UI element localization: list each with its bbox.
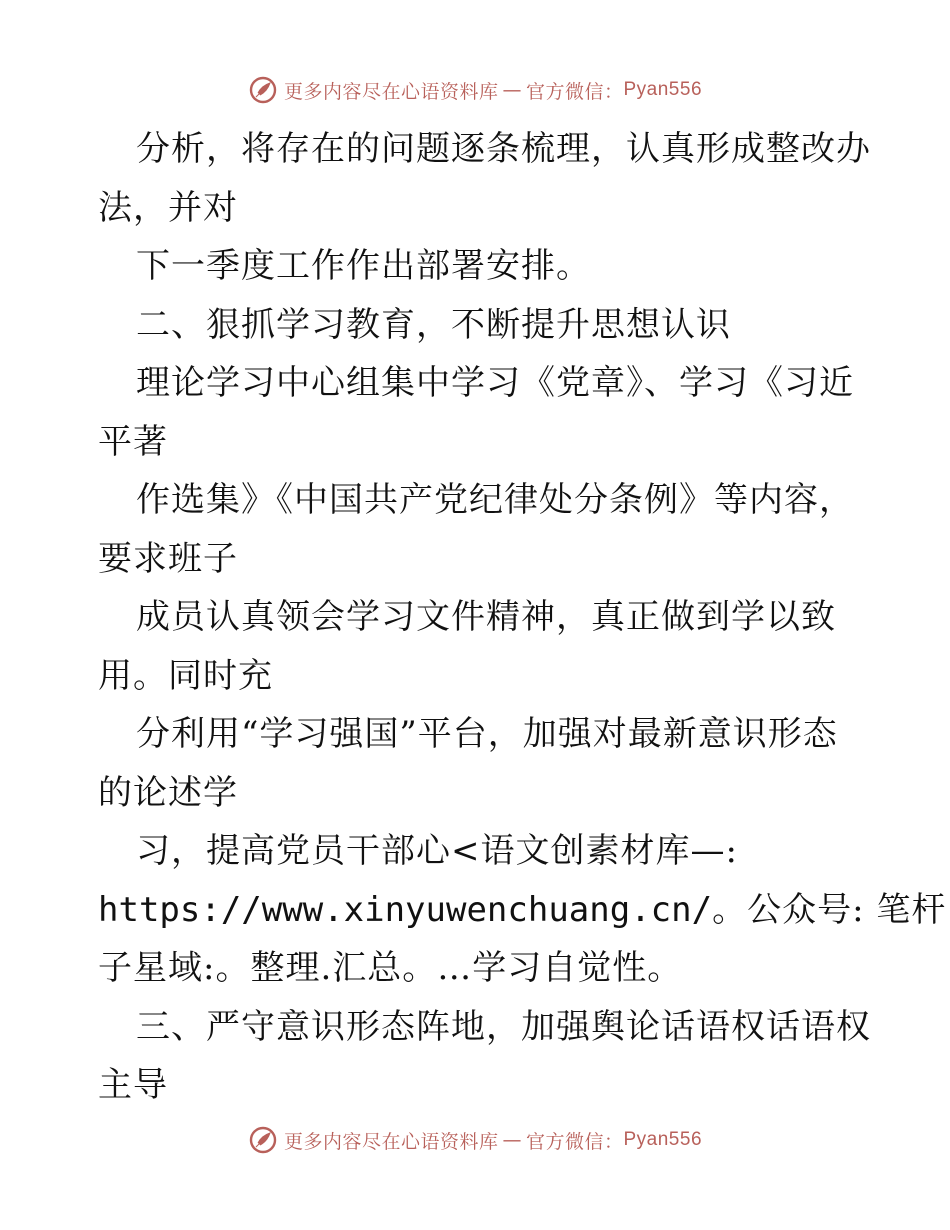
text-line: 成员认真领会学习文件精神，真正做到学以致 [136, 597, 836, 637]
text-fragment: 。公众号: 笔杆 [712, 889, 947, 930]
section-heading: 二、狠抓学习教育，不断提升思想认识 [136, 304, 731, 345]
text-line: 作选集》《中国共产党纪律处分条例》等内容， [136, 480, 854, 520]
section-heading: 三、严守意识形态阵地，加强舆论话语权话语权 [136, 1006, 871, 1047]
text-line: 分析，将存在的问题逐条梳理，认真形成整改办 [136, 129, 871, 169]
text-line: 子星域:。整理.汇总。…学习自觉性。 [98, 948, 683, 988]
watermark-separator: — [502, 1129, 522, 1151]
text-line: 主导 [98, 1065, 168, 1105]
feather-logo-icon [248, 75, 278, 105]
text-line: 理论学习中心组集中学习《党章》、学习《习近 [136, 363, 854, 403]
text-line: 的论述学 [98, 772, 238, 813]
watermark-wechat-id: Pyan556 [623, 79, 703, 100]
footer-watermark [0, 1120, 950, 1160]
watermark-text: 更多内容尽在心语资料库 [283, 1130, 499, 1153]
document-body [98, 120, 947, 1115]
text-line: 习，提高党员干部心<语文创素材库—: [136, 831, 738, 871]
text-line: 要求班子 [98, 538, 238, 579]
watermark-wechat-id: Pyan556 [623, 1129, 703, 1150]
watermark-separator: — [502, 79, 522, 101]
text-line: 平著 [98, 421, 168, 462]
text-line: 下一季度工作作出部署安排。 [136, 246, 591, 286]
header-watermark [0, 70, 950, 110]
text-line: 用。同时充 [98, 655, 273, 696]
watermark-wechat-label: 官方微信： [525, 1130, 624, 1153]
text-line: 分利用“学习强国”平台，加强对最新意识形态 [136, 714, 838, 754]
source-url: https://www.xinyuwenchuang.cn/ [98, 889, 713, 930]
text-line: 法，并对 [98, 187, 238, 228]
watermark-text: 更多内容尽在心语资料库 [283, 80, 499, 103]
url-line [98, 881, 947, 940]
watermark-wechat-label: 官方微信： [525, 80, 624, 103]
feather-logo-icon [248, 1125, 278, 1155]
